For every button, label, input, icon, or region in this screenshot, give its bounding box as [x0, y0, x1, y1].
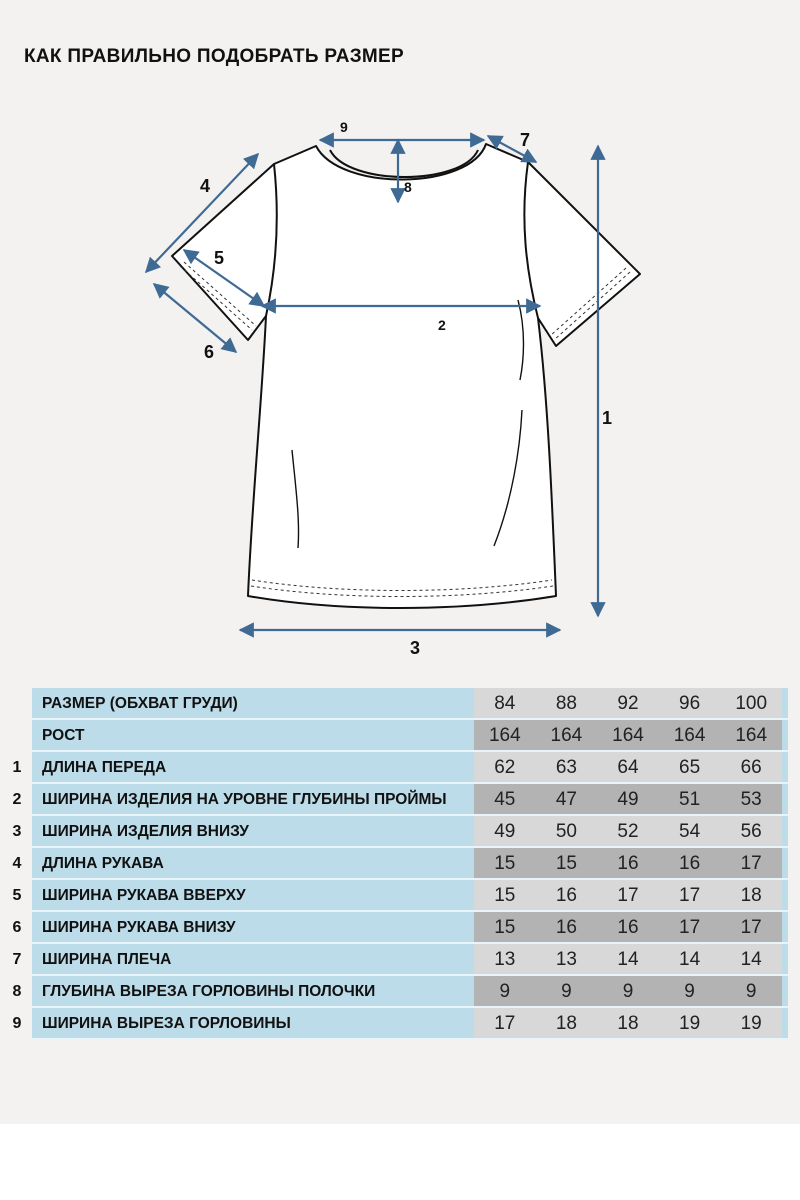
value-cell: 84: [494, 693, 516, 714]
row-number: 8: [12, 983, 22, 1000]
row-edge: [782, 720, 788, 752]
row-label: ШИРИНА ИЗДЕЛИЯ ВНИЗУ: [32, 816, 474, 848]
row-edge: [782, 976, 788, 1008]
value-cell: 164: [488, 725, 521, 746]
value-cell: 47: [555, 789, 577, 810]
row-number: 1: [12, 759, 22, 776]
value-cell: 13: [555, 949, 577, 970]
measure-label-4: 4: [200, 176, 211, 196]
row-values: [474, 720, 782, 752]
row-number: 7: [12, 951, 22, 968]
value-cell: 92: [617, 693, 639, 714]
value-cell: 9: [561, 981, 572, 1002]
value-cell: 100: [735, 693, 768, 714]
row-label: ШИРИНА ИЗДЕЛИЯ НА УРОВНЕ ГЛУБИНЫ ПРОЙМЫ: [32, 784, 474, 816]
value-cell: 45: [494, 789, 516, 810]
value-cell: 96: [679, 693, 701, 714]
tshirt-outline: [172, 144, 640, 608]
row-edge: [782, 688, 788, 720]
tshirt-diagram: [0, 100, 800, 680]
row-edge: [782, 944, 788, 976]
value-cell: 14: [679, 949, 701, 970]
value-cell: 65: [679, 757, 701, 778]
value-cell: 54: [679, 821, 701, 842]
row-values: [474, 848, 782, 880]
row-values: [474, 944, 782, 976]
row-number: 6: [12, 919, 22, 936]
row-label: ГЛУБИНА ВЫРЕЗА ГОРЛОВИНЫ ПОЛОЧКИ: [32, 976, 474, 1008]
value-cell: 164: [612, 725, 644, 746]
value-cell: 16: [555, 917, 577, 938]
value-cell: 66: [740, 757, 762, 778]
measure-label-8: 8: [404, 179, 412, 195]
row-label: ШИРИНА ПЛЕЧА: [32, 944, 474, 976]
row-edge: [782, 912, 788, 944]
row-edge: [782, 752, 788, 784]
row-edge: [782, 880, 788, 912]
value-cell: 15: [494, 917, 516, 938]
value-cell: 51: [679, 789, 701, 810]
value-cell: 16: [617, 917, 639, 938]
table-row: [0, 912, 800, 944]
value-cell: 19: [740, 1013, 762, 1034]
row-edge: [782, 816, 788, 848]
row-number: 5: [12, 887, 22, 904]
value-cell: 17: [679, 885, 701, 906]
row-values: [474, 880, 782, 912]
value-cell: 14: [740, 949, 762, 970]
table-row: [0, 944, 800, 976]
value-cell: 63: [555, 757, 577, 778]
value-cell: 49: [617, 789, 639, 810]
value-cell: 62: [494, 757, 516, 778]
value-cell: 16: [679, 853, 701, 874]
measure-label-5: 5: [214, 248, 225, 268]
value-cell: 53: [740, 789, 762, 810]
row-number: [8, 720, 26, 752]
row-number: [8, 688, 26, 720]
value-cell: 13: [494, 949, 516, 970]
value-cell: 19: [679, 1013, 701, 1034]
measure-label-1: 1: [602, 408, 613, 428]
row-values: [474, 912, 782, 944]
row-number: 2: [12, 791, 22, 808]
measure-label-6: 6: [204, 342, 215, 362]
table-row: [0, 880, 800, 912]
value-cell: 164: [735, 725, 768, 746]
table-row: [0, 688, 800, 720]
value-cell: 16: [555, 885, 577, 906]
value-cell: 64: [617, 757, 639, 778]
table-row: [0, 1008, 800, 1040]
value-cell: 52: [617, 821, 639, 842]
value-cell: 17: [679, 917, 701, 938]
row-label: ДЛИНА ПЕРЕДА: [32, 752, 474, 784]
row-label: ШИРИНА РУКАВА ВНИЗУ: [32, 912, 474, 944]
value-cell: 15: [494, 853, 516, 874]
row-values: [474, 784, 782, 816]
value-cell: 17: [617, 885, 639, 906]
row-number: 3: [12, 823, 22, 840]
value-cell: 9: [499, 981, 511, 1002]
row-edge: [782, 784, 788, 816]
value-cell: 9: [684, 981, 695, 1002]
row-values: [474, 976, 782, 1008]
measure-label-3: 3: [410, 638, 421, 658]
row-values: [474, 1008, 782, 1040]
value-cell: 49: [494, 821, 516, 842]
value-cell: 18: [740, 885, 762, 906]
row-label: ШИРИНА РУКАВА ВВЕРХУ: [32, 880, 474, 912]
value-cell: 15: [494, 885, 516, 906]
value-cell: 17: [740, 853, 762, 874]
value-cell: 18: [617, 1013, 639, 1034]
value-cell: 164: [673, 725, 706, 746]
page-title: КАК ПРАВИЛЬНО ПОДОБРАТЬ РАЗМЕР: [24, 46, 404, 67]
table-row: [0, 752, 800, 784]
row-edge: [782, 1008, 788, 1040]
value-cell: 56: [740, 821, 762, 842]
value-cell: 9: [622, 981, 634, 1002]
value-cell: 15: [555, 853, 577, 874]
row-label: РОСТ: [32, 720, 474, 752]
value-cell: 17: [494, 1013, 516, 1034]
row-number: 4: [12, 855, 22, 872]
size-table: [0, 688, 800, 1046]
row-number: 9: [12, 1015, 22, 1032]
table-row: [0, 976, 800, 1008]
table-row: [0, 784, 800, 816]
table-row: [0, 720, 800, 752]
row-values: [474, 688, 782, 720]
row-values: [474, 816, 782, 848]
row-label: ДЛИНА РУКАВА: [32, 848, 474, 880]
measure-label-7: 7: [520, 130, 531, 150]
row-label: ШИРИНА ВЫРЕЗА ГОРЛОВИНЫ: [32, 1008, 474, 1040]
value-cell: 9: [745, 981, 757, 1002]
value-cell: 16: [617, 853, 639, 874]
table-row: [0, 848, 800, 880]
value-cell: 164: [550, 725, 583, 746]
measure-label-2: 2: [438, 317, 446, 333]
value-cell: 50: [555, 821, 577, 842]
row-values: [474, 752, 782, 784]
value-cell: 18: [555, 1013, 577, 1034]
value-cell: 88: [555, 693, 577, 714]
row-label: РАЗМЕР (ОБХВАТ ГРУДИ): [32, 688, 474, 720]
value-cell: 17: [740, 917, 762, 938]
value-cell: 14: [617, 949, 639, 970]
row-edge: [782, 848, 788, 880]
measure-label-9: 9: [340, 119, 348, 135]
table-row: [0, 816, 800, 848]
